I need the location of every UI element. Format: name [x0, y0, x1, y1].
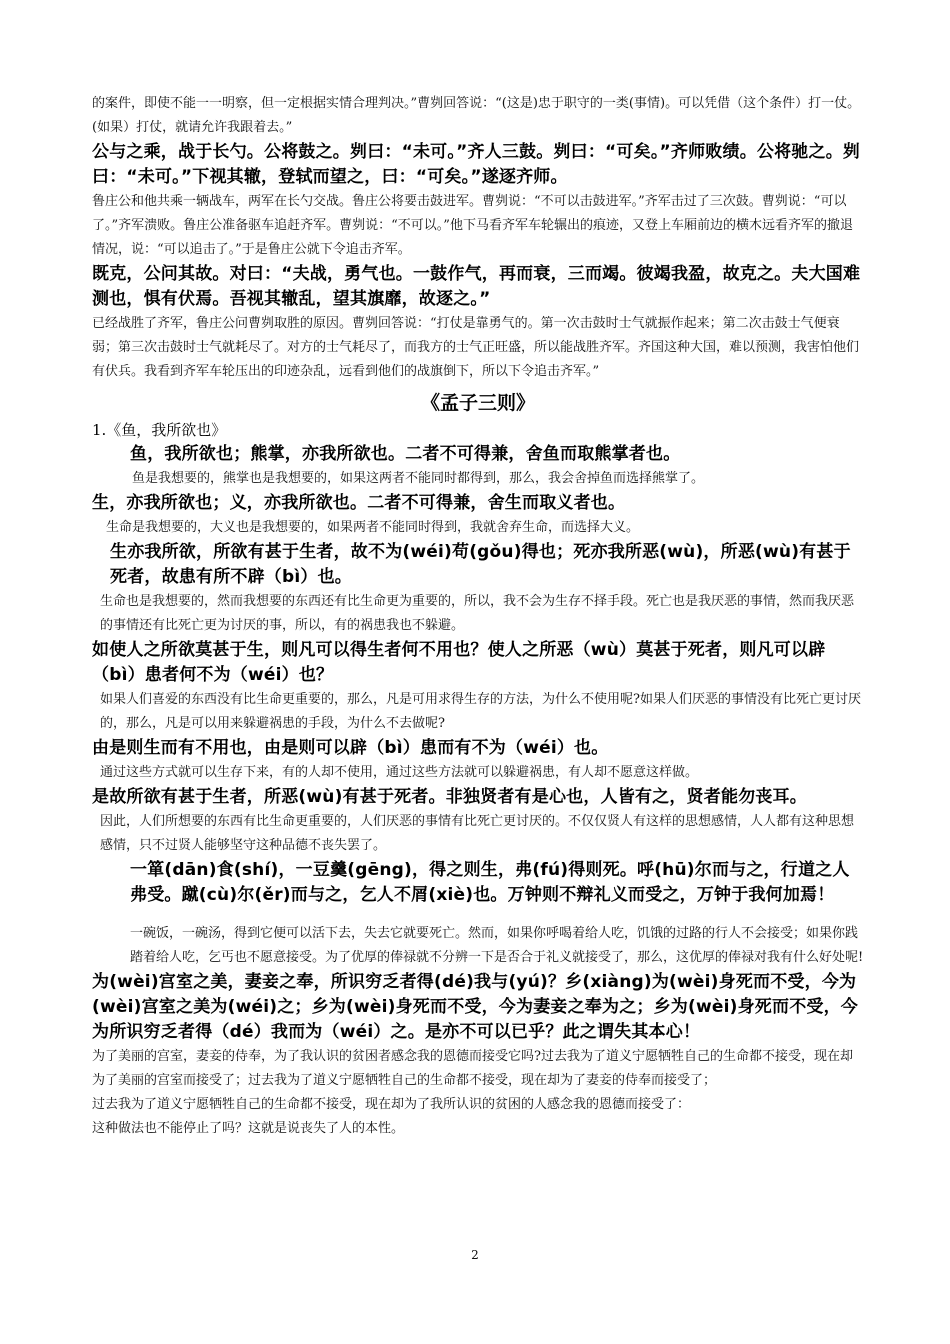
- translation-paragraph: 生命是我想要的，大义也是我想要的，如果两者不能同时得到，我就舍弃生命，而选择大义。: [106, 520, 640, 535]
- classical-text-paragraph: 生亦我所欲，所欲有甚于生者，故不为(wéi)苟(gǒu)得也；死亦我所恶(wù)，所恶(wù)有甚于死者，故患有所不辟（bì）也。: [110, 542, 851, 587]
- classical-text-paragraph: 是故所欲有甚于生者，所恶(wù)有甚于死者。非独贤者有是心也，人皆有之，贤者能勿丧耳。: [92, 787, 807, 807]
- section-heading: 《孟子三则》: [420, 392, 535, 414]
- translation-paragraph: 生命也是我想要的，然而我想要的东西还有比生命更为重要的，所以，我不会为生存不择手段。死亡也是我厌恶的事情，然而我厌恶的事情还有比死亡更为讨厌的事，所以，有的祸患我也不躲避。: [100, 594, 855, 633]
- translation-paragraph: 的案件，即使不能一一明察，但一定根据实情合理判决。”曹刿回答说：“(这是)忠于职守的一类(事情)。可以凭借（这个条件）打一仗。(如果）打仗，就请允许我跟着去。”: [92, 96, 861, 135]
- classical-text-paragraph: 一箪(dān)食(shí)，一豆羹(gēng)，得之则生，弗(fú)得则死。呼(hū)尔而与之，行道之人弗受。蹴(cù)尔(ěr)而与之，乞人不屑(xiè)也。万钟则不辩礼义而受之，万钟于我何加焉！: [130, 860, 850, 905]
- translation-paragraph: 为了美丽的宫室，妻妾的侍奉，为了我认识的贫困者感念我的恩德而接受它吗?过去我为了道义宁愿牺牲自己的生命都不接受，现在却为了美丽的宫室而接受了；过去我为了道义宁愿牺牲自己的生命都不接受，现在却为了妻妾的侍奉而接受了；: [92, 1049, 853, 1088]
- translation-paragraph: 过去我为了道义宁愿牺牲自己的生命都不接受，现在却为了我所认识的贫困的人感念我的恩德而接受了：: [92, 1097, 691, 1112]
- subsection-title: 1.《鱼，我所欲也》: [92, 421, 227, 439]
- translation-paragraph: 已经战胜了齐军，鲁庄公问曹刿取胜的原因。曹刿回答说：“打仗是靠勇气的。第一次击鼓时士气就振作起来；第二次击鼓士气便衰弱；第三次击鼓时士气就耗尽了。对方的士气耗尽了，而我方的士气正旺盛，所以能战胜齐军。齐国这种大国，难以预测，我害怕他们有伏兵。我看到齐军车轮压出的印迹杂乱，远看到他们的战旗倒下，所以下令追击齐军。”: [92, 316, 860, 379]
- classical-text-paragraph: 生，亦我所欲也；义，亦我所欲也。二者不可得兼，舍生而取义者也。: [92, 493, 626, 513]
- translation-paragraph: 如果人们喜爱的东西没有比生命更重要的，那么，凡是可用求得生存的方法，为什么不使用呢?如果人们厌恶的事情没有比死亡更讨厌的，那么，凡是可以用来躲避祸患的手段，为什么不去做呢?: [100, 692, 861, 731]
- classical-text-paragraph: 公与之乘，战于长勺。公将鼓之。刿曰：“未可。”齐人三鼓。刿曰：“可矣。”齐师败绩。公将驰之。刿曰：“未可。”下视其辙，登轼而望之，曰：“可矣。”遂逐齐师。: [92, 142, 861, 187]
- classical-text-paragraph: 如使人之所欲莫甚于生，则凡可以得生者何不用也？使人之所恶（wù）莫甚于死者，则凡可以辟（bì）患者何不为（wéi）也？: [92, 640, 826, 685]
- classical-text-paragraph: 鱼，我所欲也；熊掌，亦我所欲也。二者不可得兼，舍鱼而取熊掌者也。: [130, 444, 681, 464]
- translation-paragraph: 一碗饭，一碗汤，得到它便可以活下去，失去它就要死亡。然而，如果你呼喝着给人吃，饥饿的过路的行人不会接受；如果你践踏着给人吃，乞丐也不愿意接受。为了优厚的俸禄就不分辨一下是否合于礼义就接受了，那么，这优厚的俸禄对我有什么好处呢!: [130, 926, 864, 965]
- translation-paragraph: 鲁庄公和他共乘一辆战车，两军在长勺交战。鲁庄公将要击鼓进军。曹刿说：“不可以击鼓进军。”齐军击过了三次鼓。曹刿说：“可以了。”齐军溃败。鲁庄公准备驱车追赶齐军。曹刿说：“不可以。”他下马看齐军车轮辗出的痕迹，又登上车厢前边的横木远看齐军的撤退情况，说：“可以追击了。”于是鲁庄公就下令追击齐军。: [92, 194, 853, 257]
- translation-paragraph: 鱼是我想要的，熊掌也是我想要的，如果这两者不能同时都得到，那么，我会舍掉鱼而选择熊掌了。: [132, 471, 705, 486]
- classical-text-paragraph: 为(wèi)宫室之美，妻妾之奉，所识穷乏者得(dé)我与(yú)？乡(xiàng)为(wèi)身死而不受，今为(wèi)宫室之美为(wéi)之；乡为(wèi)身死而不受，今为妻妾之奉为之；乡为(wèi)身死而不受，今为所识穷乏者得（dé）我而为（wéi）之。是亦不可以已乎？此之谓失其本心！: [92, 972, 859, 1042]
- translation-paragraph: 这种做法也不能停止了吗？这就是说丧失了人的本性。: [92, 1121, 405, 1136]
- page-content: [92, 92, 864, 1141]
- page-number: 2: [471, 1248, 479, 1262]
- translation-paragraph: 通过这些方式就可以生存下来，有的人却不使用，通过这些方法就可以躲避祸患，有人却不愿意这样做。: [100, 765, 699, 780]
- classical-text-paragraph: 既克，公问其故。对曰：“夫战，勇气也。一鼓作气，再而衰，三而竭。彼竭我盈，故克之。夫大国难测也，惧有伏焉。吾视其辙乱，望其旗靡，故逐之。”: [92, 264, 861, 309]
- translation-paragraph: 因此，人们所想要的东西有比生命更重要的，人们厌恶的事情有比死亡更讨厌的。不仅仅贤人有这样的思想感情，人人都有这种思想感情，只不过贤人能够坚守这种品德不丧失罢了。: [100, 814, 855, 853]
- classical-text-paragraph: 由是则生而有不用也，由是则可以辟（bì）患而有不为（wéi）也。: [92, 738, 609, 758]
